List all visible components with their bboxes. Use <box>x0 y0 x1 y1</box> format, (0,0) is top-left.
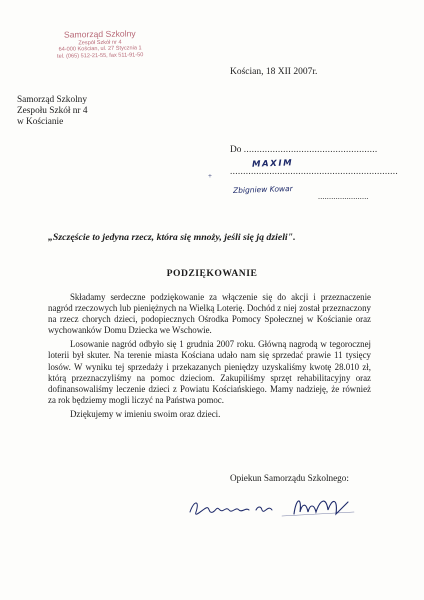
motto-quote: „Szczęście to jedyna rzecz, która się mnoży, jeśli się ją dzieli". <box>48 232 296 243</box>
sender-line-2: Zespołu Szkół nr 4 <box>17 106 88 116</box>
recipient-handwritten-name: Zbigniew Kowar <box>232 183 293 196</box>
sender-address <box>17 95 88 128</box>
recipient-dots-line-1: ................................................................ <box>230 167 398 177</box>
letter-body <box>48 292 371 423</box>
paragraph-1: Składamy serdeczne podziękowanie za włączenie się do akcji i przeznaczenie nagród rzeczowych lub pieniężnych na Wielką Loterię. Dochód z niej został przeznaczony na rzecz chorych dzieci, podopiecznych Ośrodka Pomocy Społecznej w Kościanie oraz wychowanków Domu Dziecka we Wschowie. <box>48 292 371 336</box>
handwritten-signature <box>186 490 356 524</box>
school-stamp <box>30 29 170 61</box>
sender-line-1: Samorząd Szkolny <box>17 95 87 105</box>
stamp-line-1: Samorząd Szkolny <box>63 28 136 40</box>
stamp-line-2: Zespół Szkół nr 4 <box>78 39 122 46</box>
paragraph-3: Dziękujemy w imieniu swoim oraz dzieci. <box>70 408 221 419</box>
recipient-prefix: Do <box>230 145 242 155</box>
recipient-dots-line-2: ....................... <box>318 192 369 201</box>
signature-label: Opiekun Samorządu Szkolnego: <box>230 473 349 483</box>
recipient-block <box>208 145 398 201</box>
paragraph-2: Losowanie nagród odbyło się 1 grudnia 2007 roku. Główną nagrodą w tegorocznej loterii był skuter. Na terenie miasta Kościana udało nam się sprzedać prawie 11 tysięcy losów. W wyniku tej sprzedaży i przekazanych pieniędzy uzyskaliśmy kwotę 28.010 zł, którą przeznaczyliśmy na pomoc dzieciom. Zakupiliśmy sprzęt rehabilitacyjny oraz dofinansowaliśmy leczenie dzieci z Powiatu Kościańskiego. Mamy nadzieję, że również za rok będziemy mogli liczyć na Państwa pomoc. <box>48 339 371 405</box>
recipient-handwritten-company: MAXIM <box>251 158 294 170</box>
stamp-line-3: 64-000 Kościan, ul. 27 Stycznia 1 <box>58 45 142 53</box>
letter-date: Kościan, 18 XII 2007r. <box>230 67 318 77</box>
letter-heading: PODZIĘKOWANIE <box>166 268 258 279</box>
recipient-dots-1: ................................................... <box>243 145 378 155</box>
sender-line-3: w Kościanie <box>17 117 64 127</box>
handwritten-mark: + <box>208 172 212 180</box>
stamp-line-4: tel. (065) 512-21-55, fax 511-91-50 <box>56 52 144 60</box>
